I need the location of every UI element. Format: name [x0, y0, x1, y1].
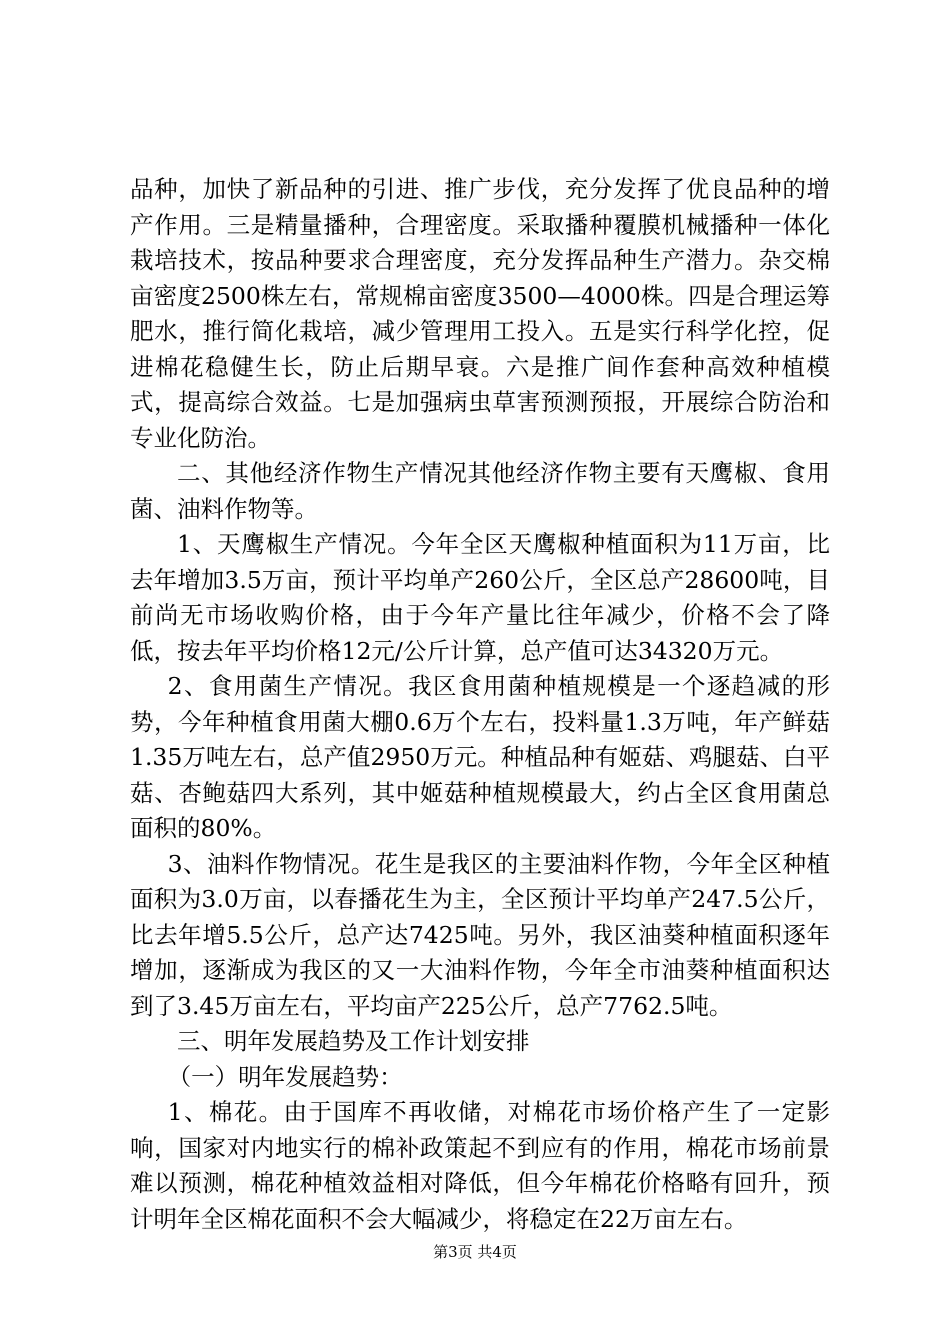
paragraph-section-three-heading: 三、明年发展趋势及工作计划安排 [177, 1027, 530, 1055]
paragraph-section-two-heading: 二、其他经济作物生产情况其他经济作物主要有天鹰椒、食用菌、油料作物等。 [130, 459, 830, 523]
paragraph-pepper-production: 1、天鹰椒生产情况。今年全区天鹰椒种植面积为11万亩，比去年增加3.5万亩，预计平均单产260公斤，全区总产28600吨，目前尚无市场收购价格，由于今年产量比往年减少，价格不会了降低，按去年平均价格12元/公斤计算，总产值可达34320万元。 [130, 530, 830, 665]
paragraph-mushroom-production: 2、食用菌生产情况。我区食用菌种植规模是一个逐趋减的形势，今年种植食用菌大棚0.6万个左右，投料量1.3万吨，年产鲜菇1.35万吨左右，总产值2950万元。种植品种有姬菇、鸡腿菇、白平菇、杏鲍菇四大系列，其中姬菇种植规模最大，约占全区食用菌总面积的80%。 [130, 672, 830, 842]
paragraph-cotton-trend: 1、棉花。由于国库不再收储，对棉花市场价格产生了一定影响，国家对内地实行的棉补政策起不到应有的作用，棉花市场前景难以预测，棉花种植效益相对降低，但今年棉花价格略有回升，预计明年全区棉花面积不会大幅减少，将稳定在22万亩左右。 [130, 1098, 830, 1233]
paragraph-oil-crops: 3、油料作物情况。花生是我区的主要油料作物，今年全区种植面积为3.0万亩，以春播花生为主，全区预计平均单产247.5公斤，比去年增5.5公斤，总产达7425吨。另外，我区油葵种植面积逐年增加，逐渐成为我区的又一大油料作物，今年全市油葵种植面积达到了3.45万亩左右，平均亩产225公斤，总产7762.5吨。 [130, 849, 830, 1020]
paragraph-continuation: 品种，加快了新品种的引进、推广步伐，充分发挥了优良品种的增产作用。三是精量播种，合理密度。采取播种覆膜机械播种一体化栽培技术，按品种要求合理密度，充分发挥品种生产潜力。杂交棉亩密度2500株左右，常规棉亩密度3500—4000株。四是合理运筹肥水，推行简化栽培，减少管理用工投入。五是实行科学化控，促进棉花稳健生长，防止后期早衰。六是推广间作套种高效种植模式，提高综合效益。七是加强病虫草害预测预报，开展综合防治和专业化防治。 [130, 175, 830, 452]
page-number-footer: 第3页 共4页 [433, 1243, 517, 1261]
paragraph-subsection-heading: （一）明年发展趋势： [167, 1062, 403, 1091]
document-body [130, 172, 830, 1237]
